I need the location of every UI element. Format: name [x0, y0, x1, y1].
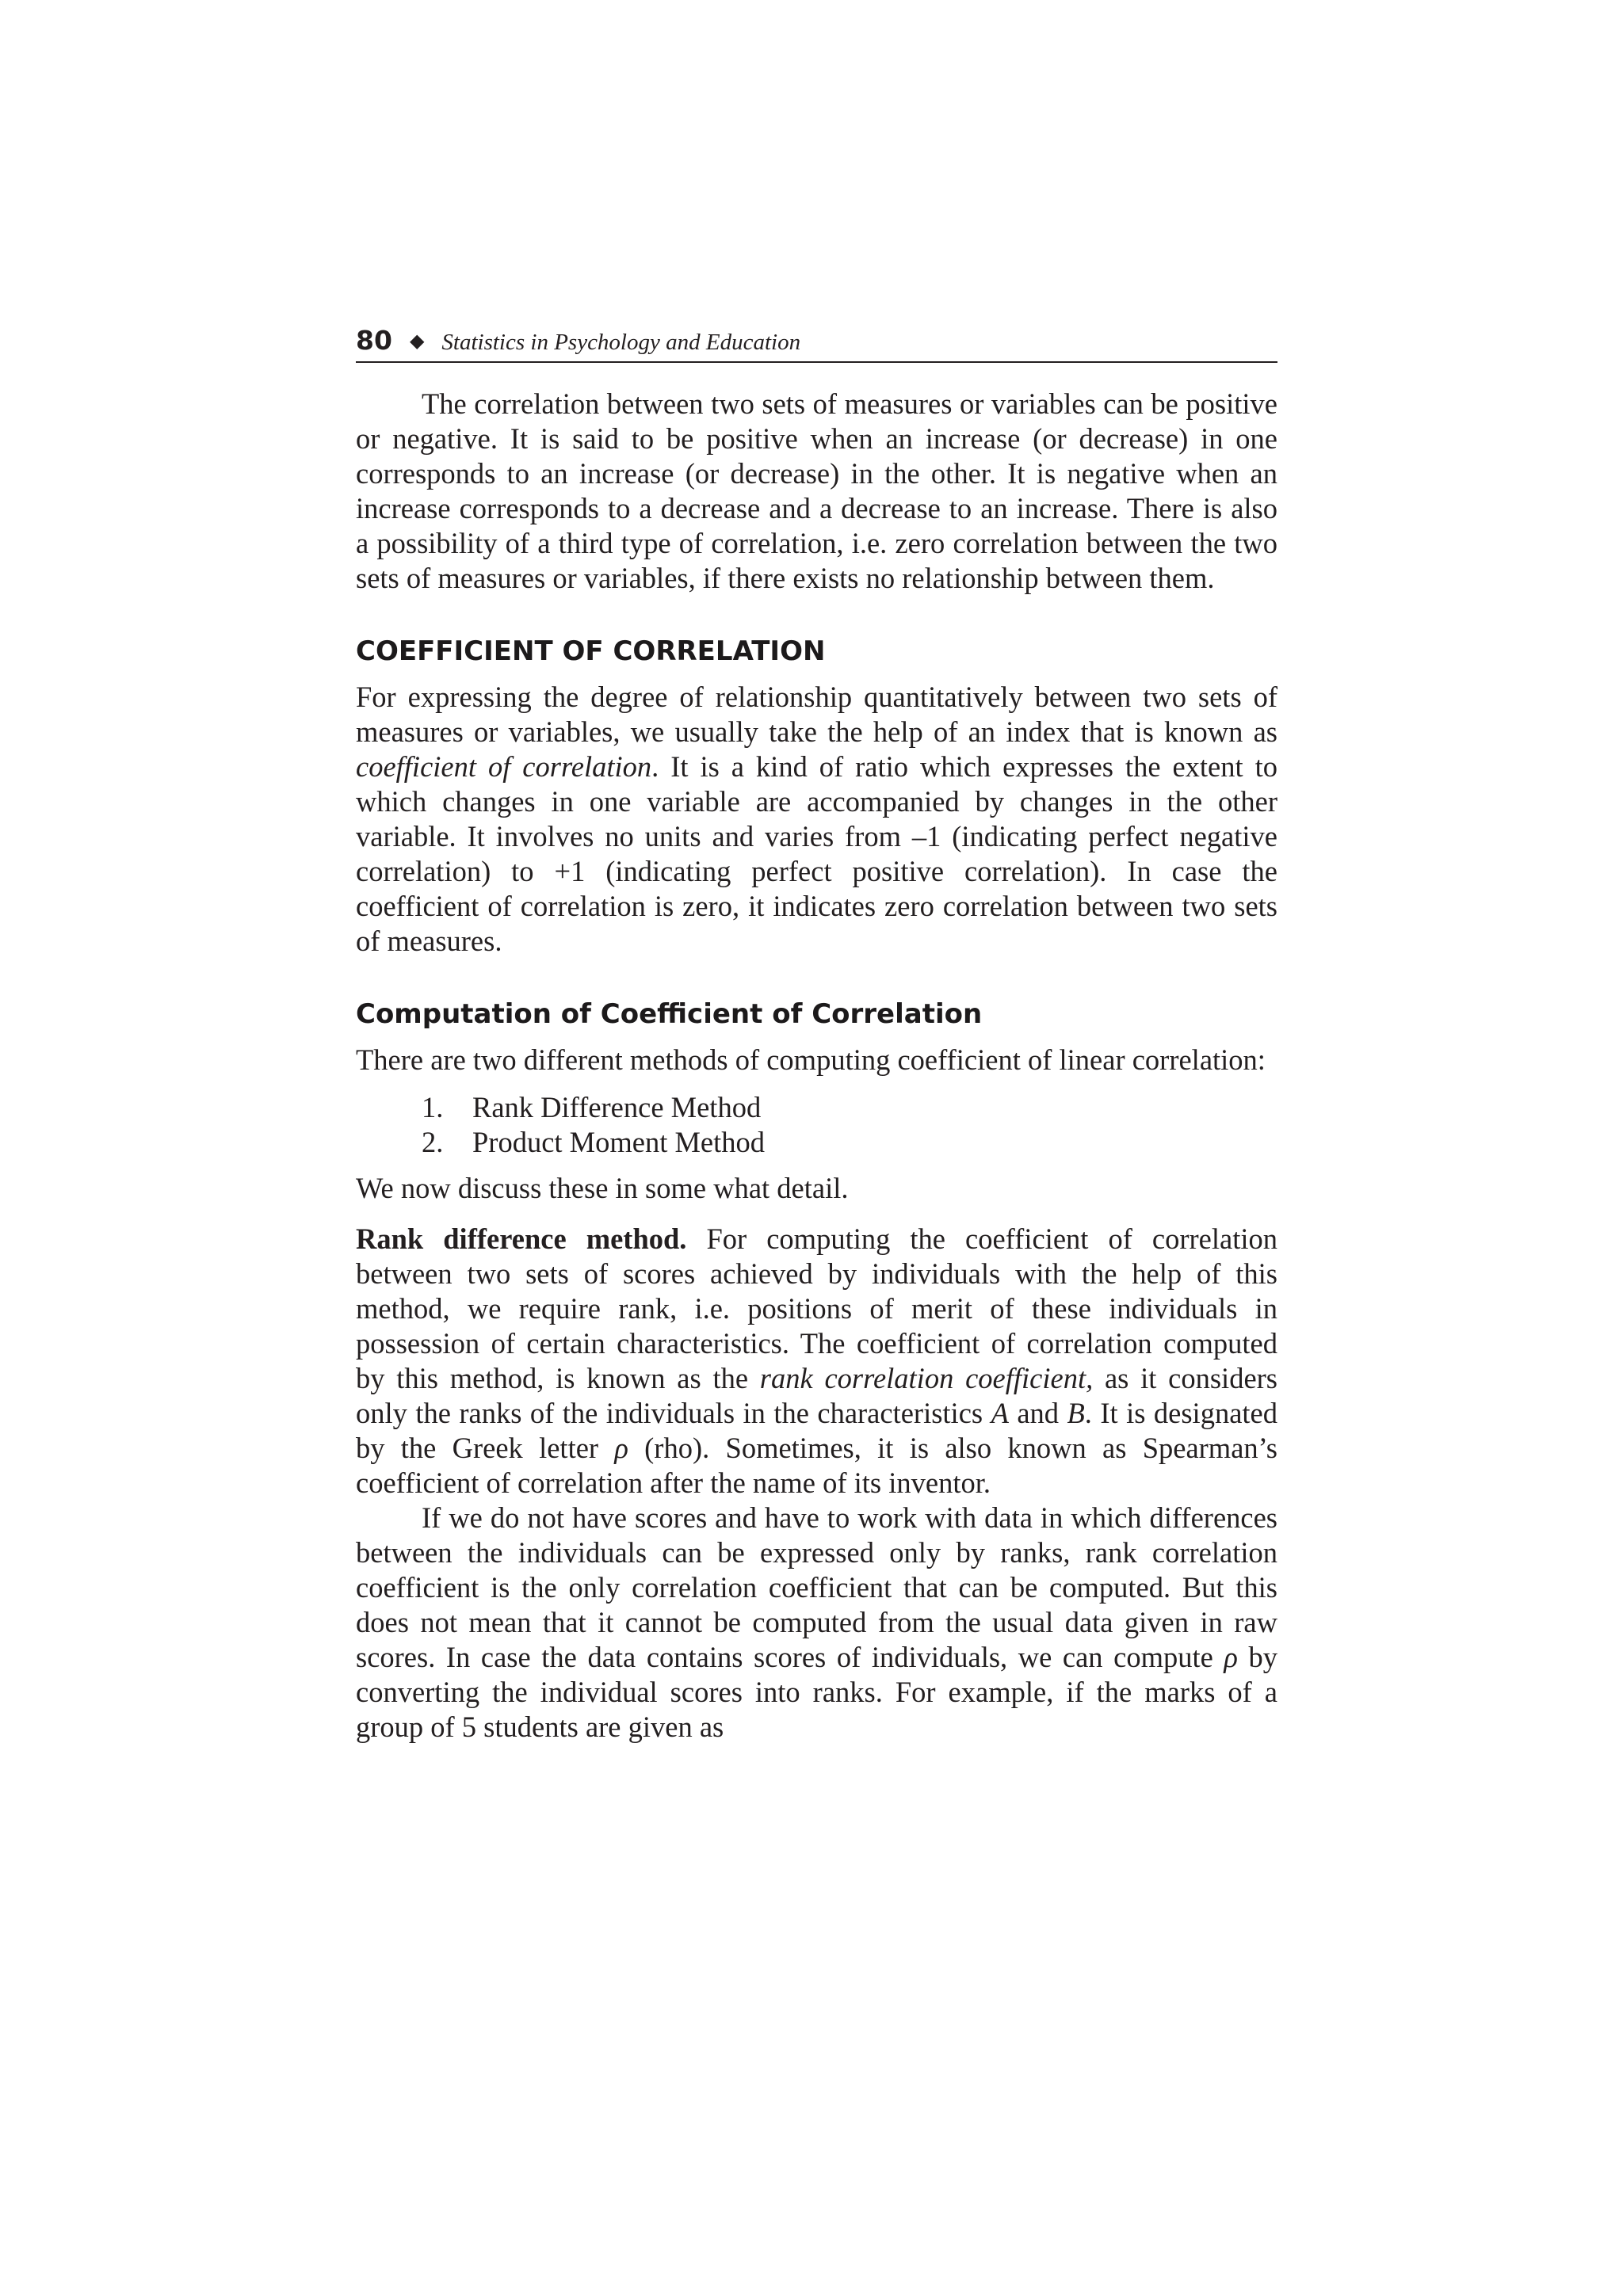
- list-item: [422, 1090, 1277, 1125]
- after-list-text: We now discuss these in some what detail.: [356, 1172, 849, 1204]
- page-number: 80: [356, 325, 392, 356]
- running-head: [356, 325, 1277, 363]
- section-heading-coefficient: COEFFICIENT OF CORRELATION: [356, 635, 826, 667]
- rho-symbol: ρ: [614, 1432, 628, 1464]
- diamond-icon: ◆: [409, 330, 425, 352]
- book-page: [356, 325, 1277, 1745]
- book-title: Statistics in Psychology and Education: [441, 330, 801, 355]
- rank-method-run-in-head: Rank difference method.: [356, 1222, 687, 1255]
- rank-term: rank correlation coefficient,: [759, 1362, 1094, 1394]
- list-item: [422, 1125, 1277, 1160]
- rank-text-4: (rho). Sometimes, it is also known as Spearman’s coefficient of correlation after the name of its inventor.: [356, 1432, 1277, 1499]
- variable-b: B: [1067, 1397, 1085, 1429]
- rank-text-2: as it considers only the ranks of the individuals in the characteristics: [356, 1362, 1278, 1429]
- list-item-number: 1.: [422, 1091, 444, 1123]
- variable-a: A: [991, 1397, 1009, 1429]
- rank-method-paragraph: [356, 1222, 1277, 1501]
- intro-paragraph: The correlation between two sets of measures or variables can be positive or negative. It is said to be positive when an increase (or decrease) in one corresponds to an increase (or decrease) in the other. It is negative when an increase corresponds to a decrease and a decrease to an increase. There is also a possibility of a third type of correlation, i.e. zero correlation between the two sets of measures or variables, if there exists no relationship between them.: [356, 387, 1277, 594]
- rho-symbol: ρ: [1224, 1641, 1238, 1673]
- rank-text-1: For computing the coefficient of correlation between two sets of scores achieved by individuals with the help of this method, we require rank, i.e. positions of merit of these individuals in possession of certain characteristics. The coefficient of correlation computed by this method, is known as the: [356, 1222, 1277, 1394]
- coefficient-text-start: For expressing the degree of relationship quantitatively between two sets of measures or variables, we usually take the help of an index that is known as: [356, 681, 1277, 748]
- methods-list: [356, 1090, 1277, 1160]
- computation-intro: There are two different methods of computing coefficient of linear correlation:: [356, 1043, 1266, 1076]
- coefficient-term: coefficient of correlation: [356, 750, 652, 783]
- list-item-number: 2.: [422, 1126, 444, 1158]
- list-item-label: Rank Difference Method: [472, 1091, 762, 1123]
- rank-text-and: and: [1008, 1397, 1067, 1429]
- rank-p2-text-2: by converting the individual scores into ranks. For example, if the marks of a group of 5 students are given as: [356, 1641, 1278, 1743]
- subsection-heading-computation: Computation of Coefficient of Correlation: [356, 998, 983, 1030]
- rank-p2-text-1: If we do not have scores and have to work with data in which differences between the individuals can be expressed only by ranks, rank correlation coefficient is the only correlation coefficient that can be computed. But this does not mean that it cannot be computed from the usual data given in raw scores. In case the data contains scores of individuals, we can compute: [356, 1501, 1277, 1673]
- coefficient-paragraph: [356, 680, 1277, 959]
- coefficient-text-end: . It is a kind of ratio which expresses the extent to which changes in one variable are accompanied by changes in the other variable. It involves no units and varies from –1 (indicating perfect negative correlation) to +1 (indicating perfect positive correlation). In case the coefficient of correlation is zero, it indicates zero correlation between two sets of measures.: [356, 750, 1277, 957]
- list-item-label: Product Moment Method: [472, 1126, 766, 1158]
- rank-text-3: . It is designated by the Greek letter: [356, 1397, 1277, 1464]
- rank-second-paragraph: [356, 1501, 1277, 1745]
